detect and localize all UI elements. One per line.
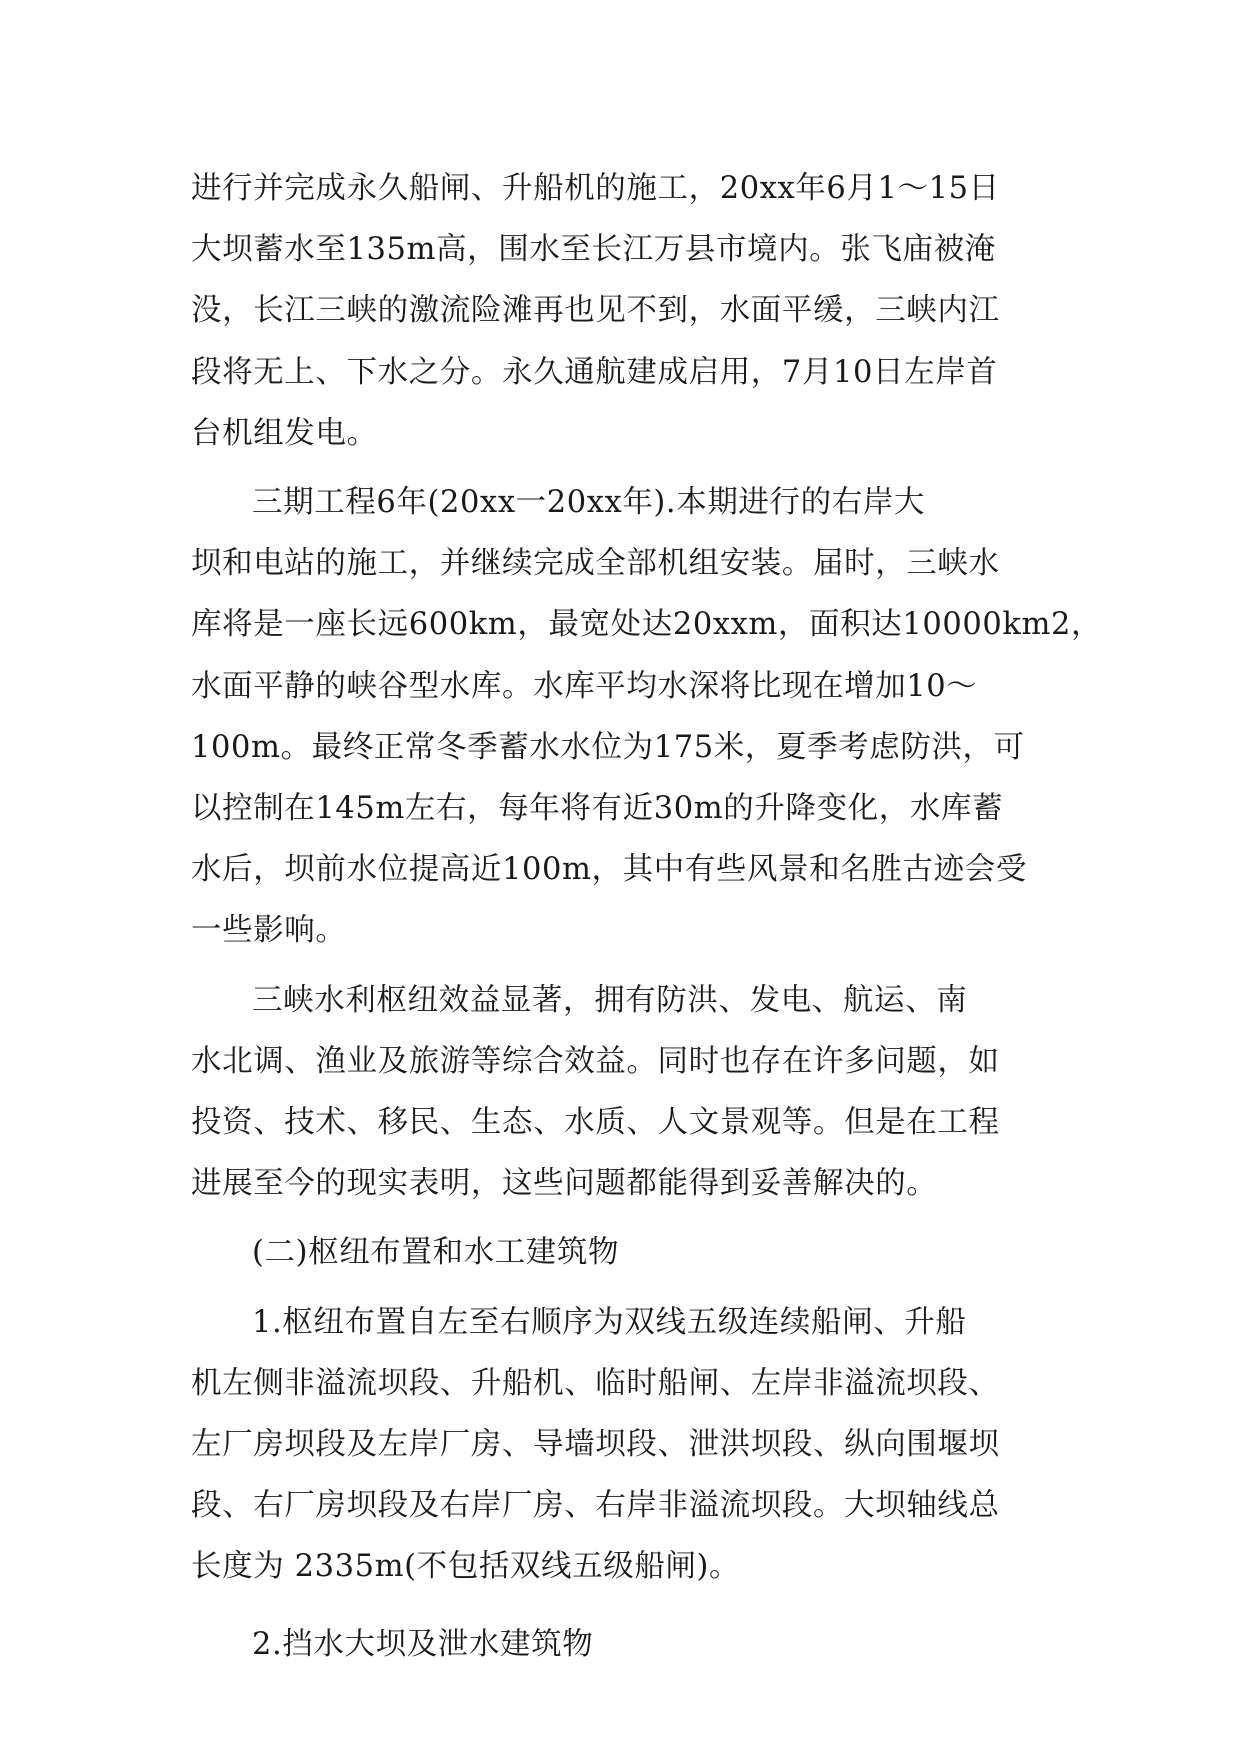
text-line: 左厂房坝段及左岸厂房、导墙坝段、泄洪坝段、纵向围堰坝 xyxy=(191,1427,1000,1463)
text-line: 一些影响。 xyxy=(191,913,347,949)
text-line: 投资、技术、移民、生态、水质、人文景观等。但是在工程 xyxy=(191,1105,1000,1141)
text-line: 大坝蓄水至135m高，围水至长江万县市境内。张飞庙被淹 xyxy=(191,232,996,268)
text-line: 机左侧非溢流坝段、升船机、临时船闸、左岸非溢流坝段、 xyxy=(191,1365,1000,1401)
text-line: 100m。最终正常冬季蓄水水位为175米，夏季考虑防洪，可 xyxy=(191,729,1025,765)
paragraph-first-phase-completion xyxy=(191,158,1050,464)
subsection-heading: 2.挡水大坝及泄水建筑物 xyxy=(252,1626,594,1662)
text-line: 水北调、渔业及旅游等综合效益。同时也存在许多问题，如 xyxy=(191,1043,1000,1079)
text-line: 1.枢纽布置自左至右顺序为双线五级连续船闸、升船 xyxy=(252,1304,967,1340)
paragraph-third-phase xyxy=(191,472,1103,962)
text-line: 三期工程6年(20xx一20xx年).本期进行的右岸大 xyxy=(252,485,926,521)
text-line: 台机组发电。 xyxy=(191,415,378,451)
section-heading-layout xyxy=(191,1222,1050,1283)
text-line: 进展至今的现实表明，这些问题都能得到妥善解决的。 xyxy=(191,1166,938,1202)
text-line: 三峡水利枢纽效益显著，拥有防洪、发电、航运、南 xyxy=(252,982,968,1018)
text-line: 段将无上、下水之分。永久通航建成启用，7月10日左岸首 xyxy=(191,354,998,390)
paragraph-gap xyxy=(191,464,1050,472)
subsection-heading-dam xyxy=(191,1614,1050,1675)
text-line: 长度为 2335m(不包括双线五级船闸)。 xyxy=(191,1549,741,1585)
paragraph-gap xyxy=(191,1214,1050,1222)
paragraph-gap xyxy=(191,962,1050,970)
section-heading: (二)枢纽布置和水工建筑物 xyxy=(252,1235,620,1271)
text-line: 坝和电站的施工，并继续完成全部机组安装。届时，三峡水 xyxy=(191,546,1000,582)
text-line: 水面平静的峡谷型水库。水库平均水深将比现在增加10～ xyxy=(191,668,978,704)
paragraph-gap xyxy=(191,1284,1050,1292)
paragraph-benefits xyxy=(191,970,1050,1215)
text-line: 库将是一座长远600km，最宽处达20xxm，面积达10000km2， xyxy=(191,607,1103,643)
paragraph-gap xyxy=(191,1598,1050,1614)
document-body xyxy=(191,158,1103,1675)
text-line: 水后，坝前水位提高近100m，其中有些风景和名胜古迹会受 xyxy=(191,852,1027,888)
text-line: 段、右厂房坝段及右岸厂房、右岸非溢流坝段。大坝轴线总 xyxy=(191,1488,1000,1524)
text-line: 以控制在145m左右，每年将有近30m的升降变化，水库蓄 xyxy=(191,791,1004,827)
text-line: 没，长江三峡的激流险滩再也见不到，水面平缓，三峡内江 xyxy=(191,293,1000,329)
paragraph-layout-order xyxy=(191,1292,1050,1598)
text-line: 进行并完成永久船闸、升船机的施工，20xx年6月1～15日 xyxy=(191,171,1000,206)
